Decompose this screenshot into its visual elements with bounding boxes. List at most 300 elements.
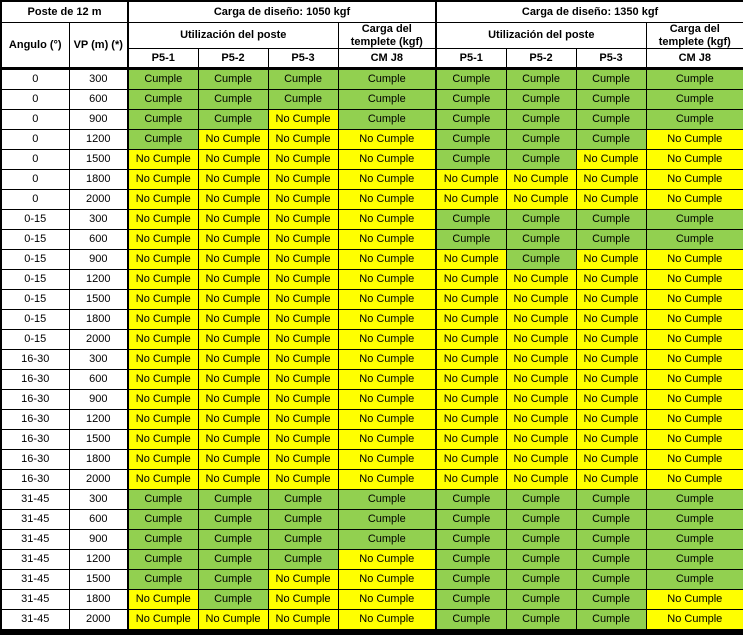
angulo-cell: 0 [1,90,69,110]
status-cell: No Cumple [646,330,743,350]
status-cell: Cumple [436,610,506,633]
status-cell: No Cumple [506,330,576,350]
status-cell: No Cumple [506,350,576,370]
status-cell: No Cumple [128,310,198,330]
status-cell: Cumple [576,230,646,250]
vp-cell: 900 [69,110,128,130]
vp-cell: 1800 [69,310,128,330]
status-cell: Cumple [506,610,576,633]
status-cell: No Cumple [646,610,743,633]
status-cell: No Cumple [268,130,338,150]
status-cell: Cumple [338,490,436,510]
status-cell: No Cumple [338,150,436,170]
angulo-cell: 16-30 [1,410,69,430]
cm-j8-1050-header: CM J8 [338,49,436,69]
carga-1350-header: Carga de diseño: 1350 kgf [436,1,743,23]
p5-1-1050-header: P5-1 [128,49,198,69]
status-cell: No Cumple [268,610,338,633]
vp-cell: 1800 [69,170,128,190]
angulo-cell: 31-45 [1,490,69,510]
angulo-cell: 0-15 [1,250,69,270]
status-cell: Cumple [198,69,268,90]
status-cell: No Cumple [576,330,646,350]
angulo-cell: 0 [1,130,69,150]
status-cell: Cumple [128,530,198,550]
table-row [1,250,743,270]
status-cell: Cumple [436,210,506,230]
status-cell: Cumple [506,490,576,510]
status-cell: No Cumple [576,150,646,170]
status-cell: No Cumple [128,190,198,210]
status-cell: Cumple [198,490,268,510]
status-cell: Cumple [338,69,436,90]
status-cell: No Cumple [338,350,436,370]
table-row [1,350,743,370]
status-cell: Cumple [338,510,436,530]
angulo-cell: 0-15 [1,210,69,230]
status-cell: Cumple [128,69,198,90]
vp-cell: 900 [69,530,128,550]
status-cell: No Cumple [506,270,576,290]
table-row [1,410,743,430]
status-cell: Cumple [646,110,743,130]
status-cell: No Cumple [436,290,506,310]
status-cell: No Cumple [268,590,338,610]
angulo-cell: 16-30 [1,430,69,450]
status-cell: No Cumple [338,550,436,570]
status-cell: Cumple [198,110,268,130]
status-cell: Cumple [268,90,338,110]
status-cell: No Cumple [436,350,506,370]
status-cell: Cumple [506,590,576,610]
status-cell: No Cumple [268,110,338,130]
status-cell: No Cumple [436,190,506,210]
status-cell: Cumple [646,69,743,90]
status-cell: No Cumple [198,150,268,170]
angulo-cell: 31-45 [1,590,69,610]
table-row [1,550,743,570]
status-cell: No Cumple [436,270,506,290]
status-cell: No Cumple [436,410,506,430]
status-cell: Cumple [436,550,506,570]
angulo-cell: 0-15 [1,310,69,330]
vp-cell: 600 [69,370,128,390]
status-cell: No Cumple [128,390,198,410]
status-cell: No Cumple [338,330,436,350]
status-cell: No Cumple [436,450,506,470]
status-cell: Cumple [506,510,576,530]
status-cell: No Cumple [506,190,576,210]
status-cell: Cumple [506,230,576,250]
status-cell: Cumple [338,110,436,130]
status-cell: No Cumple [338,290,436,310]
p5-2-1050-header: P5-2 [198,49,268,69]
vp-header: VP (m) (*) [69,23,128,69]
table-row [1,310,743,330]
status-cell: Cumple [576,210,646,230]
status-cell: Cumple [198,90,268,110]
vp-cell: 300 [69,210,128,230]
vp-cell: 1200 [69,270,128,290]
vp-cell: 2000 [69,330,128,350]
status-cell: Cumple [128,490,198,510]
status-cell: Cumple [576,590,646,610]
status-cell: No Cumple [268,370,338,390]
vp-cell: 600 [69,230,128,250]
status-cell: No Cumple [576,450,646,470]
status-cell: No Cumple [128,610,198,633]
status-cell: No Cumple [268,330,338,350]
status-cell: No Cumple [436,310,506,330]
table-body [1,69,743,633]
status-cell: No Cumple [128,250,198,270]
status-cell: No Cumple [268,310,338,330]
status-cell: No Cumple [436,390,506,410]
status-cell: No Cumple [576,310,646,330]
vp-cell: 600 [69,510,128,530]
status-cell: No Cumple [128,350,198,370]
status-cell: No Cumple [338,210,436,230]
status-cell: Cumple [128,570,198,590]
status-cell: No Cumple [646,170,743,190]
vp-cell: 1800 [69,450,128,470]
status-cell: Cumple [576,610,646,633]
status-cell: Cumple [506,110,576,130]
vp-cell: 1200 [69,410,128,430]
status-cell: Cumple [436,570,506,590]
angulo-cell: 0 [1,190,69,210]
status-cell: Cumple [646,570,743,590]
angulo-cell: 0 [1,150,69,170]
status-cell: No Cumple [128,410,198,430]
status-cell: No Cumple [338,370,436,390]
vp-cell: 2000 [69,470,128,490]
status-cell: Cumple [198,530,268,550]
status-cell: No Cumple [646,290,743,310]
table-row [1,390,743,410]
status-cell: No Cumple [128,470,198,490]
status-cell: No Cumple [198,230,268,250]
angulo-cell: 31-45 [1,570,69,590]
table-row [1,530,743,550]
table-row [1,230,743,250]
status-cell: No Cumple [128,170,198,190]
status-cell: No Cumple [338,270,436,290]
status-cell: Cumple [436,130,506,150]
status-cell: No Cumple [576,190,646,210]
status-cell: Cumple [576,490,646,510]
cm-j8-1350-header: CM J8 [646,49,743,69]
table-row [1,190,743,210]
table-row [1,330,743,350]
table-row [1,430,743,450]
status-cell: No Cumple [268,210,338,230]
status-cell: No Cumple [576,410,646,430]
status-cell: No Cumple [128,590,198,610]
vp-cell: 1200 [69,550,128,570]
vp-cell: 2000 [69,190,128,210]
status-cell: No Cumple [128,230,198,250]
angulo-cell: 31-45 [1,610,69,633]
header-row-groups [1,23,743,49]
status-cell: No Cumple [646,370,743,390]
vp-cell: 600 [69,90,128,110]
status-cell: Cumple [436,590,506,610]
carga-1050-header: Carga de diseño: 1050 kgf [128,1,436,23]
status-cell: No Cumple [506,470,576,490]
status-cell: No Cumple [646,270,743,290]
status-cell: No Cumple [506,170,576,190]
vp-cell: 1500 [69,290,128,310]
angulo-cell: 0 [1,170,69,190]
status-cell: Cumple [436,510,506,530]
status-cell: No Cumple [576,350,646,370]
table-row [1,610,743,633]
table-header [1,1,743,69]
p5-1-1350-header: P5-1 [436,49,506,69]
status-cell: No Cumple [198,470,268,490]
status-cell: No Cumple [268,430,338,450]
status-cell: No Cumple [436,470,506,490]
status-cell: No Cumple [576,370,646,390]
status-cell: No Cumple [198,330,268,350]
status-cell: Cumple [576,69,646,90]
vp-cell: 300 [69,69,128,90]
status-cell: No Cumple [338,430,436,450]
status-cell: Cumple [436,69,506,90]
status-cell: Cumple [646,210,743,230]
status-cell: No Cumple [128,370,198,390]
status-cell: No Cumple [436,170,506,190]
angulo-cell: 0-15 [1,290,69,310]
status-cell: No Cumple [198,610,268,633]
status-cell: Cumple [506,530,576,550]
status-cell: No Cumple [268,150,338,170]
status-cell: No Cumple [268,190,338,210]
status-cell: No Cumple [128,330,198,350]
status-cell: No Cumple [506,430,576,450]
status-cell: Cumple [576,550,646,570]
status-cell: No Cumple [646,390,743,410]
status-cell: Cumple [268,530,338,550]
status-cell: No Cumple [338,130,436,150]
angulo-cell: 31-45 [1,530,69,550]
status-cell: No Cumple [338,450,436,470]
status-cell: Cumple [128,90,198,110]
status-cell: No Cumple [198,430,268,450]
status-cell: No Cumple [646,470,743,490]
table-row [1,290,743,310]
status-cell: No Cumple [268,570,338,590]
status-cell: No Cumple [338,470,436,490]
table-row [1,590,743,610]
status-cell: No Cumple [268,470,338,490]
status-cell: Cumple [436,230,506,250]
status-cell: No Cumple [646,350,743,370]
status-cell: No Cumple [268,270,338,290]
status-cell: No Cumple [128,450,198,470]
status-cell: No Cumple [576,290,646,310]
status-cell: Cumple [268,510,338,530]
status-cell: No Cumple [576,170,646,190]
vp-cell: 300 [69,350,128,370]
status-cell: No Cumple [198,190,268,210]
status-cell: No Cumple [646,250,743,270]
status-cell: No Cumple [198,370,268,390]
table-row [1,110,743,130]
vp-cell: 1500 [69,570,128,590]
status-cell: Cumple [646,90,743,110]
status-cell: No Cumple [436,250,506,270]
status-cell: No Cumple [646,310,743,330]
status-cell: No Cumple [338,190,436,210]
status-cell: Cumple [646,490,743,510]
angulo-cell: 16-30 [1,470,69,490]
status-cell: Cumple [576,130,646,150]
vp-cell: 1500 [69,430,128,450]
status-cell: No Cumple [338,410,436,430]
status-cell: No Cumple [338,390,436,410]
status-cell: No Cumple [198,130,268,150]
status-cell: No Cumple [198,250,268,270]
status-cell: No Cumple [268,350,338,370]
status-cell: Cumple [506,90,576,110]
utilizacion-1050-header: Utilización del poste [128,23,338,49]
status-cell: Cumple [198,570,268,590]
angulo-cell: 0 [1,69,69,90]
status-cell: Cumple [268,550,338,570]
status-cell: Cumple [436,90,506,110]
status-cell: No Cumple [576,270,646,290]
status-cell: Cumple [436,110,506,130]
status-cell: No Cumple [646,410,743,430]
status-cell: No Cumple [198,290,268,310]
angulo-cell: 0-15 [1,230,69,250]
status-cell: Cumple [338,530,436,550]
status-cell: No Cumple [128,270,198,290]
status-cell: No Cumple [646,150,743,170]
table-row [1,69,743,90]
status-cell: Cumple [128,510,198,530]
vp-cell: 1500 [69,150,128,170]
status-cell: Cumple [506,150,576,170]
status-cell: Cumple [198,510,268,530]
status-cell: Cumple [198,550,268,570]
status-cell: No Cumple [198,210,268,230]
vp-cell: 1800 [69,590,128,610]
status-cell: No Cumple [128,210,198,230]
status-cell: No Cumple [576,470,646,490]
status-cell: Cumple [576,110,646,130]
table-row [1,90,743,110]
status-cell: Cumple [646,230,743,250]
status-cell: No Cumple [506,310,576,330]
status-cell: No Cumple [198,390,268,410]
header-row-loads [1,1,743,23]
status-cell: No Cumple [338,570,436,590]
status-cell: No Cumple [436,330,506,350]
status-cell: No Cumple [198,310,268,330]
status-cell: Cumple [268,490,338,510]
status-cell: Cumple [506,250,576,270]
status-cell: No Cumple [338,610,436,633]
angulo-cell: 31-45 [1,510,69,530]
status-cell: No Cumple [436,370,506,390]
status-cell: No Cumple [338,310,436,330]
table-row [1,150,743,170]
p5-3-1350-header: P5-3 [576,49,646,69]
status-cell: No Cumple [268,290,338,310]
status-cell: No Cumple [198,170,268,190]
status-cell: No Cumple [436,430,506,450]
vp-cell: 900 [69,250,128,270]
status-cell: Cumple [576,90,646,110]
table-row [1,170,743,190]
vp-cell: 900 [69,390,128,410]
status-cell: No Cumple [646,190,743,210]
status-cell: Cumple [506,550,576,570]
table-row [1,370,743,390]
status-cell: No Cumple [646,130,743,150]
status-cell: No Cumple [268,450,338,470]
templete-1350-header: Carga del templete (kgf) [646,23,743,49]
status-cell: No Cumple [268,250,338,270]
table-row [1,570,743,590]
status-cell: No Cumple [128,150,198,170]
status-cell: Cumple [646,530,743,550]
table-row [1,270,743,290]
status-cell: Cumple [338,90,436,110]
status-cell: Cumple [128,550,198,570]
status-cell: No Cumple [268,170,338,190]
status-cell: No Cumple [576,390,646,410]
templete-1050-header: Carga del templete (kgf) [338,23,436,49]
vp-cell: 1200 [69,130,128,150]
status-cell: Cumple [268,69,338,90]
angulo-cell: 31-45 [1,550,69,570]
status-cell: Cumple [198,590,268,610]
angulo-cell: 16-30 [1,390,69,410]
status-cell: No Cumple [646,450,743,470]
status-cell: Cumple [128,130,198,150]
status-cell: No Cumple [198,350,268,370]
table-row [1,490,743,510]
status-cell: Cumple [576,510,646,530]
status-cell: Cumple [436,490,506,510]
angulo-cell: 16-30 [1,450,69,470]
status-cell: No Cumple [646,590,743,610]
angulo-cell: 0-15 [1,330,69,350]
table-row [1,510,743,530]
status-cell: No Cumple [338,170,436,190]
status-cell: No Cumple [338,590,436,610]
table-row [1,470,743,490]
status-cell: No Cumple [506,290,576,310]
status-cell: No Cumple [506,370,576,390]
status-cell: Cumple [576,570,646,590]
status-cell: No Cumple [198,450,268,470]
angulo-cell: 16-30 [1,370,69,390]
table-row [1,210,743,230]
status-cell: Cumple [506,69,576,90]
status-cell: No Cumple [198,270,268,290]
status-cell: No Cumple [576,430,646,450]
status-cell: No Cumple [338,230,436,250]
status-cell: No Cumple [576,250,646,270]
status-cell: Cumple [506,210,576,230]
p5-3-1050-header: P5-3 [268,49,338,69]
status-cell: No Cumple [506,450,576,470]
